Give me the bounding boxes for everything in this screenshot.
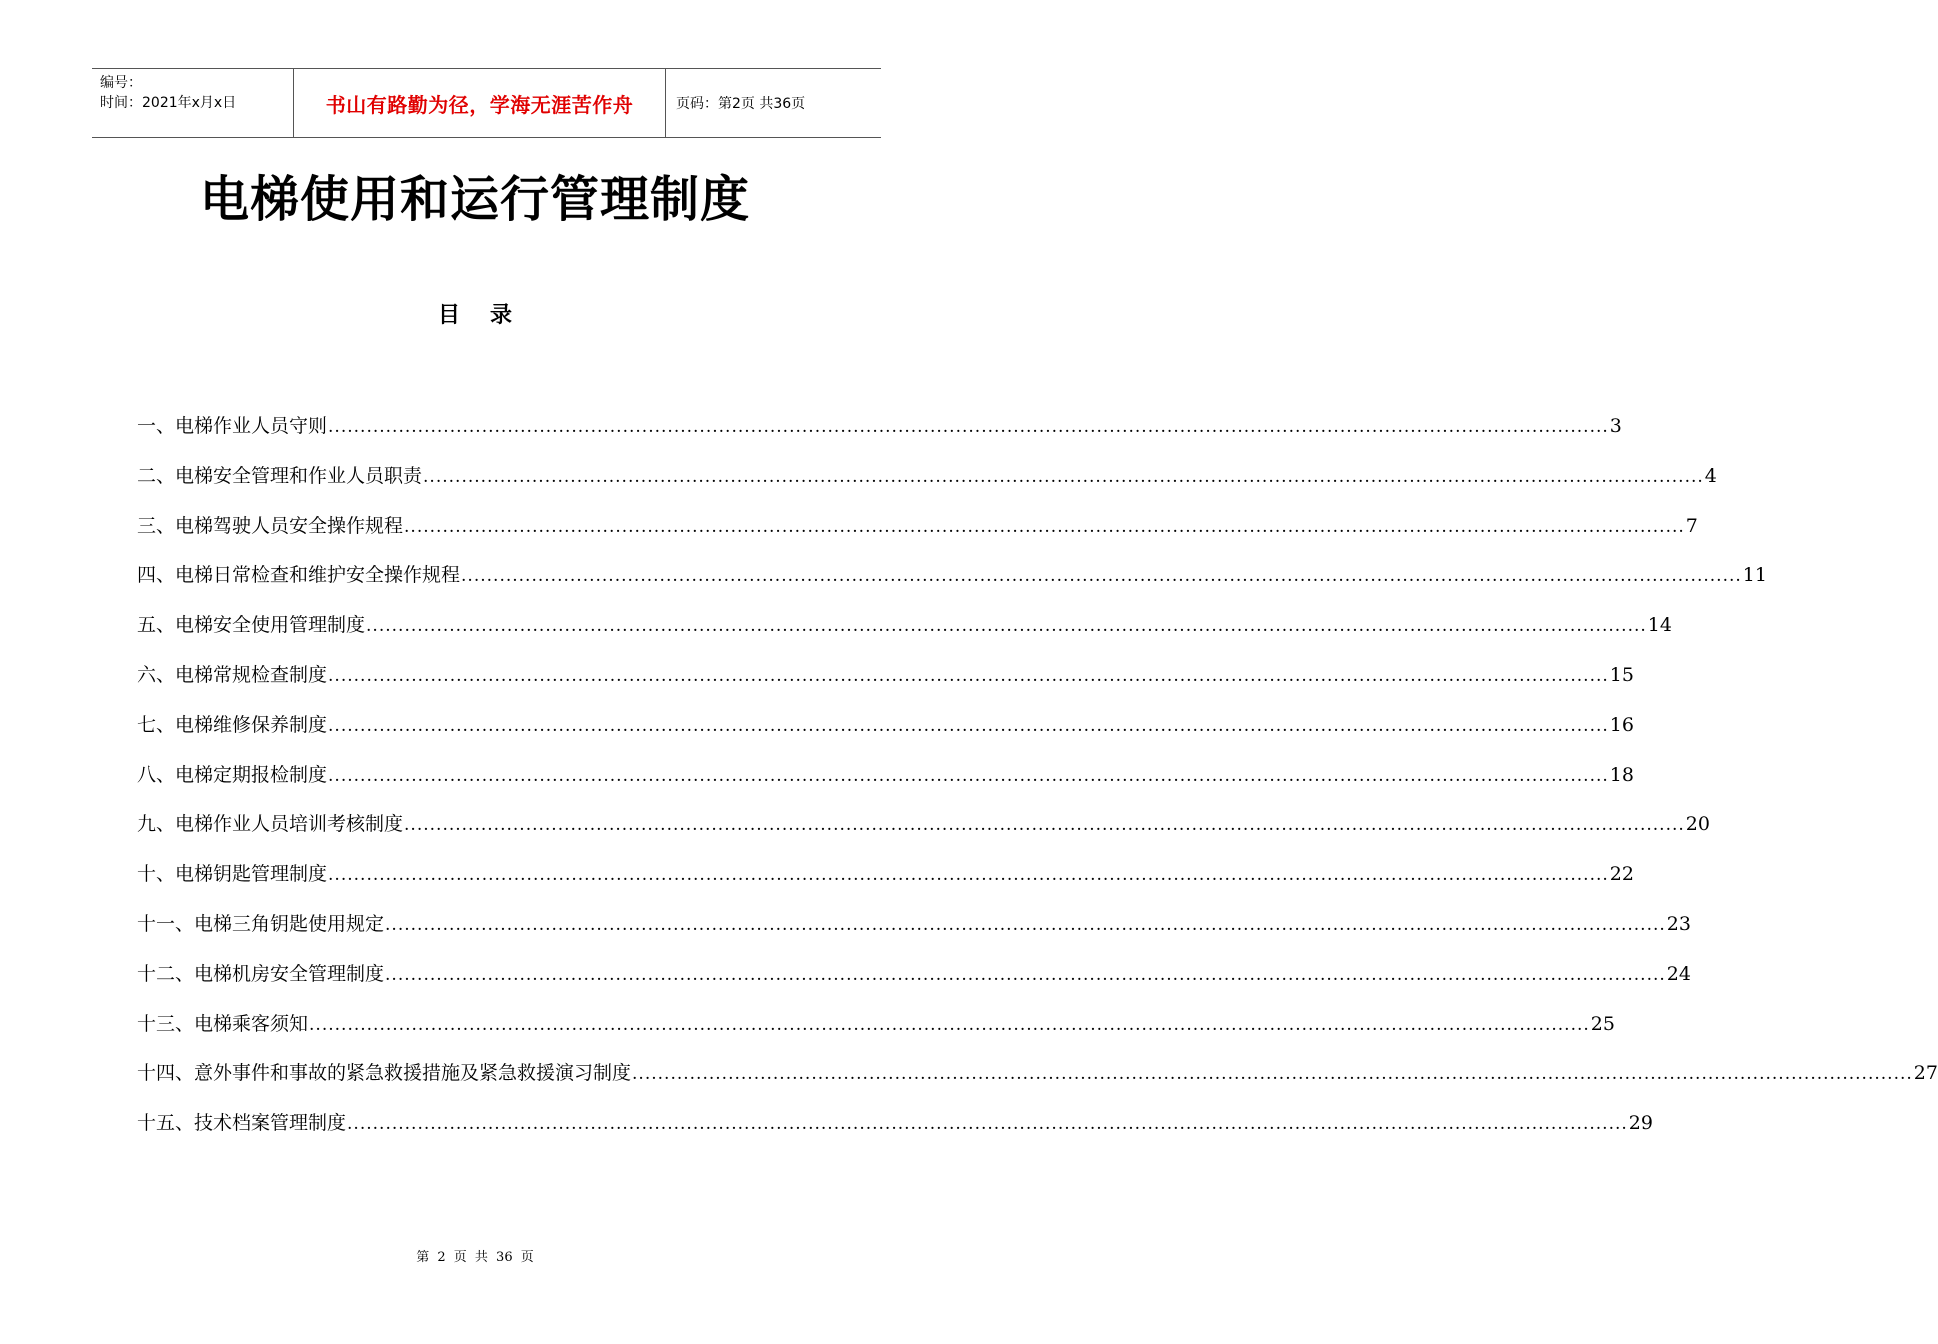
document-title: 电梯使用和运行管理制度 [199,171,750,228]
toc-entry-page: 23 [1666,912,1691,935]
toc-entry-page: 16 [1609,713,1634,736]
header-page-info: 页码：第2页 共36页 [676,96,806,112]
toc-leader-dots: ........................................................................................................................................................................................................ [632,1064,1913,1085]
toc-entry[interactable] [137,511,1698,561]
toc-entry[interactable] [137,760,1634,810]
toc-entry-title: 七、电梯维修保养制度 [137,713,328,736]
toc-entry-page: 14 [1647,614,1672,637]
toc-leader-dots: ........................................................................................................................................................................................................ [328,665,1609,686]
toc-entry[interactable] [137,710,1634,760]
toc-entry[interactable] [137,959,1691,1009]
toc-entry-title: 四、电梯日常检查和维护安全操作规程 [137,564,461,587]
toc-entry-page: 7 [1685,514,1698,537]
toc-leader-dots: ........................................................................................................................................................................................................ [347,1114,1628,1135]
toc-entry[interactable] [137,411,1622,461]
toc-leader-dots: ........................................................................................................................................................................................................ [328,715,1609,736]
toc-entry-page: 24 [1666,962,1691,985]
toc-entry-title: 五、电梯安全使用管理制度 [137,614,366,637]
toc-entry-page: 18 [1609,763,1634,786]
toc-entry-title: 十二、电梯机房安全管理制度 [137,962,385,985]
toc-heading: 目录 [437,303,542,328]
toc-leader-dots: ........................................................................................................................................................................................................ [404,815,1685,836]
toc-entry-page: 3 [1609,415,1622,437]
toc-entry[interactable] [137,660,1634,710]
toc-leader-dots: ........................................................................................................................................................................................................ [423,466,1704,487]
page-header [92,68,881,138]
table-of-contents [137,411,1938,1158]
toc-entry-title: 六、电梯常规检查制度 [137,663,328,686]
toc-entry-title: 十三、电梯乘客须知 [137,1012,309,1035]
toc-leader-dots: ........................................................................................................................................................................................................ [309,1014,1590,1035]
toc-leader-dots: ........................................................................................................................................................................................................ [385,964,1666,985]
toc-leader-dots: ........................................................................................................................................................................................................ [385,914,1666,935]
toc-leader-dots: ........................................................................................................................................................................................................ [328,865,1609,886]
toc-leader-dots: ........................................................................................................................................................................................................ [328,765,1609,786]
toc-entry-title: 十五、技术档案管理制度 [137,1112,347,1135]
toc-entry[interactable] [137,461,1717,511]
toc-entry-title: 一、电梯作业人员守则 [137,415,328,437]
toc-entry-page: 27 [1913,1062,1938,1085]
page-footer: 第 2 页 共 36 页 [416,1250,534,1265]
toc-entry-title: 九、电梯作业人员培训考核制度 [137,813,404,836]
toc-entry-page: 4 [1704,464,1717,487]
toc-entry[interactable] [137,560,1767,610]
toc-entry-page: 15 [1609,663,1634,686]
toc-entry-title: 十四、意外事件和事故的紧急救援措施及紧急救援演习制度 [137,1062,632,1085]
toc-entry-page: 11 [1742,564,1767,587]
toc-leader-dots: ........................................................................................................................................................................................................ [366,616,1647,637]
toc-entry[interactable] [137,909,1691,959]
toc-entry-title: 十一、电梯三角钥匙使用规定 [137,912,385,935]
header-meta [92,69,293,137]
toc-entry[interactable] [137,809,1710,859]
time-label: 时间：2021年x月x日 [100,95,237,111]
toc-entry[interactable] [137,1058,1938,1108]
number-label: 编号： [100,75,142,91]
toc-entry[interactable] [137,1009,1615,1059]
toc-entry-title: 八、电梯定期报检制度 [137,763,328,786]
toc-entry-page: 25 [1590,1012,1615,1035]
toc-entry[interactable] [137,859,1634,909]
toc-leader-dots: ........................................................................................................................................................................................................ [328,417,1609,437]
toc-entry-title: 十、电梯钥匙管理制度 [137,863,328,886]
header-motto: 书山有路勤为径，学海无涯苦作舟 [293,69,666,137]
toc-leader-dots: ........................................................................................................................................................................................................ [404,516,1685,537]
toc-entry[interactable] [137,610,1672,660]
toc-entry[interactable] [137,1108,1653,1158]
toc-entry-title: 三、电梯驾驶人员安全操作规程 [137,514,404,537]
toc-leader-dots: ........................................................................................................................................................................................................ [461,566,1742,587]
toc-entry-page: 20 [1685,813,1710,836]
toc-entry-page: 22 [1609,863,1634,886]
toc-entry-title: 二、电梯安全管理和作业人员职责 [137,464,423,487]
toc-entry-page: 29 [1628,1112,1653,1135]
